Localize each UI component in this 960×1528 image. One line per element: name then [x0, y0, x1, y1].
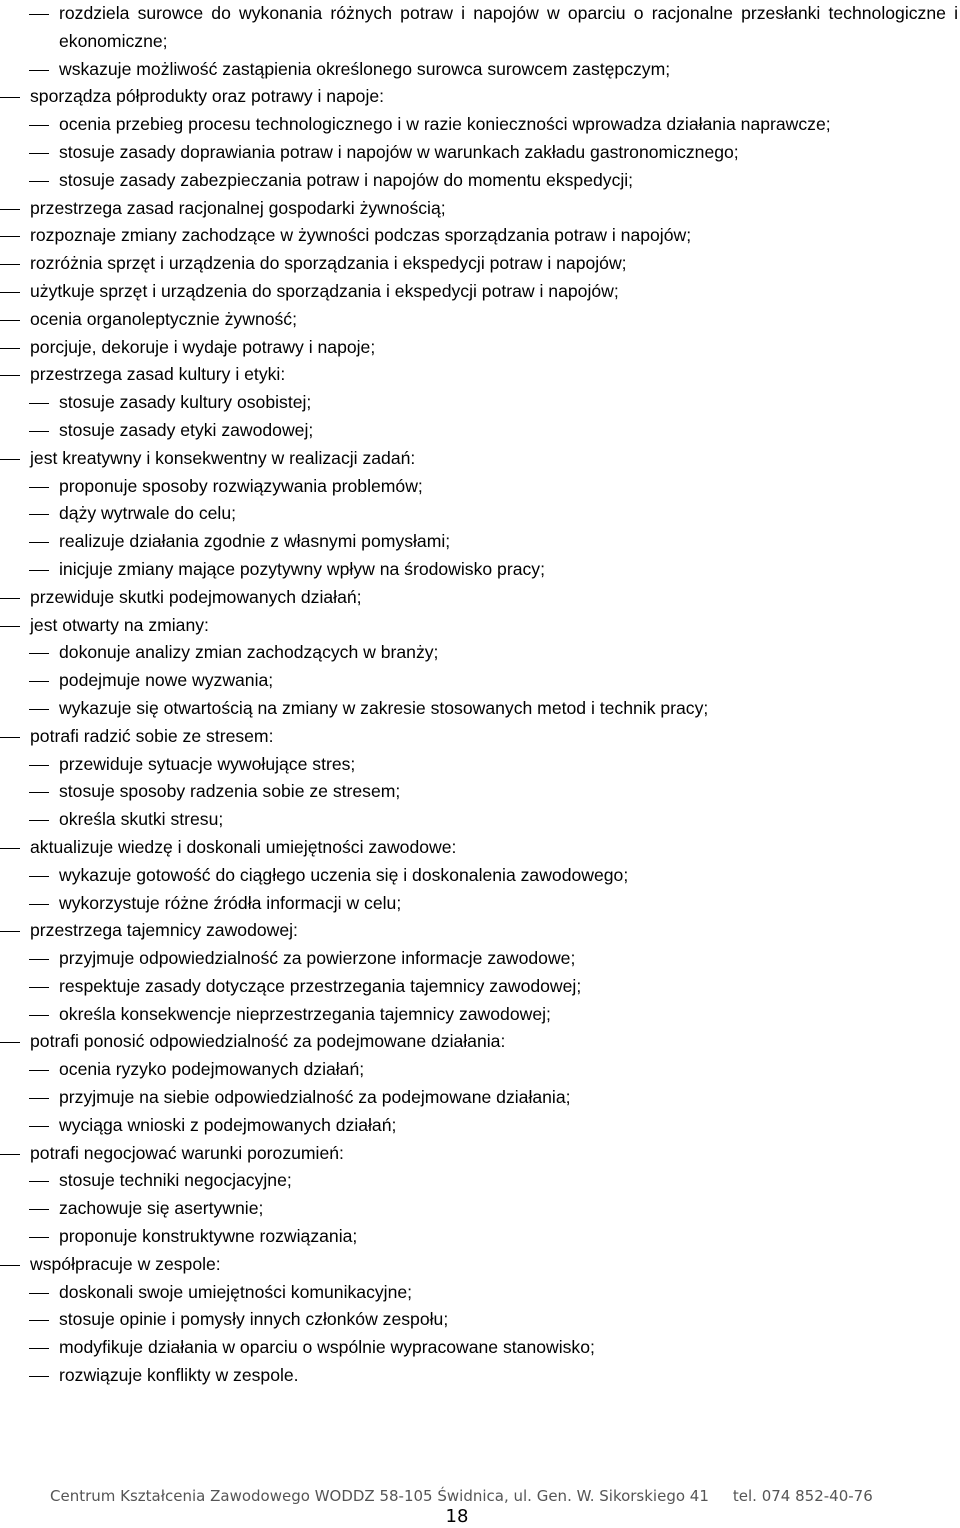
dash-bullet-icon [29, 417, 49, 445]
list-item-text: rozdziela surowce do wykonania różnych potraw i napojów w oparciu o racjonalne przesłanki technologiczne i ekonomiczne; [59, 3, 958, 51]
dash-bullet-icon [0, 361, 20, 389]
dash-bullet-icon [0, 278, 20, 306]
sub-list-item [0, 1334, 958, 1362]
list-item-text: dokonuje analizy zmian zachodzących w branży; [59, 642, 439, 663]
dash-bullet-icon [0, 250, 20, 278]
dash-bullet-icon [0, 612, 20, 640]
dash-bullet-icon [29, 0, 49, 28]
dash-bullet-icon [29, 528, 49, 556]
footer-phone: tel. 074 852-40-76 [732, 1487, 873, 1505]
list-item-text: stosuje zasady kultury osobistej; [59, 392, 312, 413]
sub-list-item [0, 639, 958, 667]
sub-list-item [0, 56, 958, 84]
dash-bullet-icon [29, 862, 49, 890]
dash-bullet-icon [29, 500, 49, 528]
list-item-text: przewiduje skutki podejmowanych działań; [30, 586, 362, 607]
list-item [0, 723, 958, 751]
sub-list-item [0, 389, 958, 417]
dash-bullet-icon [0, 83, 20, 111]
list-item-text: użytkuje sprzęt i urządzenia do sporządzania i ekspedycji potraw i napojów; [30, 280, 619, 301]
dash-bullet-icon [29, 56, 49, 84]
list-item-text: realizuje działania zgodnie z własnymi pomysłami; [59, 531, 451, 552]
dash-bullet-icon [0, 334, 20, 362]
list-item [0, 917, 958, 945]
sub-list-item [0, 111, 958, 139]
dash-bullet-icon [29, 778, 49, 806]
sub-list-item [0, 695, 958, 723]
list-item-text: respektuje zasady dotyczące przestrzegania tajemnicy zawodowej; [59, 975, 582, 996]
list-item [0, 334, 958, 362]
dash-bullet-icon [0, 584, 20, 612]
list-item-text: wskazuje możliwość zastąpienia określonego surowca surowcem zastępczym; [59, 58, 671, 79]
sub-list-item [0, 1195, 958, 1223]
dash-bullet-icon [0, 834, 20, 862]
list-item-text: stosuje zasady zabezpieczania potraw i napojów do momentu ekspedycji; [59, 169, 634, 190]
dash-bullet-icon [0, 306, 20, 334]
sub-list-item [0, 139, 958, 167]
list-item [0, 361, 958, 389]
list-item-text: wykazuje gotowość do ciągłego uczenia się i doskonalenia zawodowego; [59, 864, 629, 885]
dash-bullet-icon [29, 973, 49, 1001]
list-item [0, 306, 958, 334]
dash-bullet-icon [0, 917, 20, 945]
sub-list-item [0, 1279, 958, 1307]
dash-bullet-icon [0, 195, 20, 223]
dash-bullet-icon [29, 389, 49, 417]
list-item-text: określa skutki stresu; [59, 809, 224, 830]
dash-bullet-icon [29, 556, 49, 584]
sub-list-item [0, 528, 958, 556]
sub-list-item [0, 473, 958, 501]
dash-bullet-icon [29, 1112, 49, 1140]
list-item-text: przestrzega zasad racjonalnej gospodarki żywnością; [30, 197, 446, 218]
list-item [0, 1251, 958, 1279]
page-number: 18 [445, 1506, 469, 1527]
sub-list-item [0, 1223, 958, 1251]
list-item-text: proponuje konstruktywne rozwiązania; [59, 1226, 358, 1247]
dash-bullet-icon [29, 945, 49, 973]
dash-bullet-icon [0, 1028, 20, 1056]
dash-bullet-icon [0, 222, 20, 250]
list-item-text: rozpoznaje zmiany zachodzące w żywności podczas sporządzania potraw i napojów; [30, 225, 692, 246]
dash-bullet-icon [29, 1279, 49, 1307]
list-item-text: jest otwarty na zmiany: [30, 614, 209, 635]
list-item-text: przestrzega zasad kultury i etyki: [30, 364, 286, 385]
list-item-text: ocenia przebieg procesu technologicznego i w razie konieczności wprowadza działania naprawcze; [59, 114, 831, 135]
list-item-text: zachowuje się asertywnie; [59, 1198, 264, 1219]
list-item-text: stosuje opinie i pomysły innych członków zespołu; [59, 1309, 449, 1330]
sub-list-item [0, 862, 958, 890]
dash-bullet-icon [29, 1334, 49, 1362]
sub-list-item [0, 0, 958, 56]
dash-bullet-icon [29, 806, 49, 834]
dash-bullet-icon [29, 1056, 49, 1084]
list-item [0, 222, 958, 250]
list-item-text: jest kreatywny i konsekwentny w realizacji zadań: [30, 447, 416, 468]
dash-bullet-icon [29, 639, 49, 667]
dash-bullet-icon [29, 1167, 49, 1195]
dash-bullet-icon [0, 445, 20, 473]
list-item-text: sporządza półprodukty oraz potrawy i napoje: [30, 86, 385, 107]
dash-bullet-icon [29, 667, 49, 695]
list-item-text: potrafi ponosić odpowiedzialność za podejmowane działania: [30, 1031, 506, 1052]
sub-list-item [0, 1056, 958, 1084]
list-item-text: współpracuje w zespole: [30, 1253, 221, 1274]
list-item-text: proponuje sposoby rozwiązywania problemów; [59, 475, 423, 496]
list-item-text: stosuje sposoby radzenia sobie ze stresem; [59, 781, 401, 802]
dash-bullet-icon [0, 723, 20, 751]
list-item-text: modyfikuje działania w oparciu o wspólnie wypracowane stanowisko; [59, 1337, 595, 1358]
list-item-text: wykorzystuje różne źródła informacji w celu; [59, 892, 402, 913]
dash-bullet-icon [29, 1084, 49, 1112]
sub-list-item [0, 1084, 958, 1112]
list-item [0, 250, 958, 278]
list-item-text: wykazuje się otwartością na zmiany w zakresie stosowanych metod i technik pracy; [59, 697, 709, 718]
list-item-text: stosuje techniki negocjacyjne; [59, 1170, 292, 1191]
sub-list-item [0, 1167, 958, 1195]
list-item [0, 195, 958, 223]
sub-list-item [0, 890, 958, 918]
dash-bullet-icon [29, 111, 49, 139]
list-item [0, 445, 958, 473]
dash-bullet-icon [29, 1306, 49, 1334]
sub-list-item [0, 1001, 958, 1029]
sub-list-item [0, 1306, 958, 1334]
sub-list-item [0, 1362, 958, 1390]
dash-bullet-icon [29, 1223, 49, 1251]
list-item [0, 834, 958, 862]
sub-list-item [0, 167, 958, 195]
dash-bullet-icon [29, 1195, 49, 1223]
dash-bullet-icon [29, 890, 49, 918]
list-item-text: aktualizuje wiedzę i doskonali umiejętności zawodowe: [30, 836, 457, 857]
list-item-text: porcjuje, dekoruje i wydaje potrawy i napoje; [30, 336, 376, 357]
sub-list-item [0, 500, 958, 528]
list-item [0, 612, 958, 640]
list-item-text: przewiduje sytuacje wywołujące stres; [59, 753, 356, 774]
list-item-text: rozróżnia sprzęt i urządzenia do sporządzania i ekspedycji potraw i napojów; [30, 253, 627, 274]
list-item-text: przyjmuje odpowiedzialność za powierzone informacje zawodowe; [59, 948, 576, 969]
list-item [0, 278, 958, 306]
sub-list-item [0, 1112, 958, 1140]
dash-bullet-icon [29, 695, 49, 723]
list-item [0, 83, 958, 111]
list-item [0, 1140, 958, 1168]
list-item-text: potrafi radzić sobie ze stresem: [30, 725, 274, 746]
list-item-text: ocenia ryzyko podejmowanych działań; [59, 1059, 365, 1080]
dash-bullet-icon [29, 751, 49, 779]
dash-bullet-icon [29, 473, 49, 501]
list-item-text: inicjuje zmiany mające pozytywny wpływ na środowisko pracy; [59, 558, 545, 579]
list-item-text: podejmuje nowe wyzwania; [59, 670, 274, 691]
list-item-text: potrafi negocjować warunki porozumień: [30, 1142, 344, 1163]
list-item-text: stosuje zasady etyki zawodowej; [59, 419, 314, 440]
sub-list-item [0, 417, 958, 445]
sub-list-item [0, 667, 958, 695]
list-item-text: określa konsekwencje nieprzestrzegania tajemnicy zawodowej; [59, 1003, 551, 1024]
dash-bullet-icon [0, 1140, 20, 1168]
dash-bullet-icon [0, 1251, 20, 1279]
list-item [0, 1028, 958, 1056]
sub-list-item [0, 945, 958, 973]
sub-list-item [0, 806, 958, 834]
sub-list-item [0, 556, 958, 584]
list-item-text: doskonali swoje umiejętności komunikacyjne; [59, 1281, 413, 1302]
list-item-text: wyciąga wnioski z podejmowanych działań; [59, 1114, 397, 1135]
dash-bullet-icon [29, 139, 49, 167]
footer-address: Centrum Kształcenia Zawodowego WODDZ 58-105 Świdnica, ul. Gen. W. Sikorskiego 41 [50, 1487, 709, 1505]
list-item-text: przyjmuje na siebie odpowiedzialność za podejmowane działania; [59, 1087, 571, 1108]
list-item-text: przestrzega tajemnicy zawodowej: [30, 920, 298, 941]
dash-bullet-icon [29, 167, 49, 195]
sub-list-item [0, 751, 958, 779]
list-item [0, 584, 958, 612]
list-item-text: rozwiązuje konflikty w zespole. [59, 1365, 299, 1386]
page-footer [50, 1487, 873, 1505]
sub-list-item [0, 973, 958, 1001]
list-item-text: stosuje zasady doprawiania potraw i napojów w warunkach zakładu gastronomicznego; [59, 141, 739, 162]
list-item-text: ocenia organoleptycznie żywność; [30, 308, 297, 329]
list-item-text: dąży wytrwale do celu; [59, 503, 236, 524]
dash-bullet-icon [29, 1001, 49, 1029]
sub-list-item [0, 778, 958, 806]
dash-bullet-icon [29, 1362, 49, 1390]
